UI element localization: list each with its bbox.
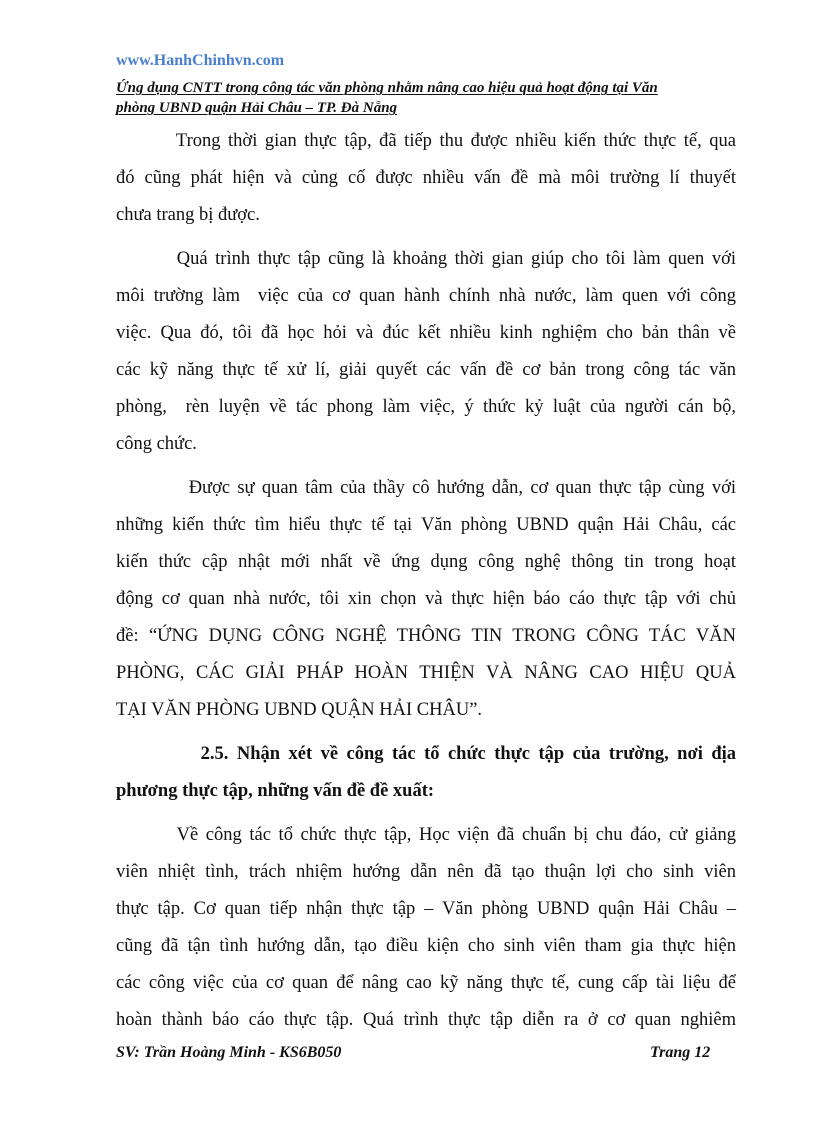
text-line: cũng đã tận tình hướng dẫn, tạo điều kiện cho sinh viên tham gia thực hiện bbox=[116, 936, 736, 956]
text-line: đó cũng phát hiện và củng cố được nhiều vấn đề mà môi trường lí thuyết bbox=[116, 168, 736, 188]
text-line: động cơ quan nhà nước, tôi xin chọn và thực hiện báo cáo thực tập với chủ bbox=[116, 589, 736, 609]
text-line: hoàn thành báo cáo thực tập. Quá trình thực tập diễn ra ở cơ quan nghiêm bbox=[116, 1010, 736, 1030]
text-line: việc. Qua đó, tôi đã học hỏi và đúc kết nhiều kinh nghiệm cho bản thân về bbox=[116, 323, 736, 343]
text-line: kiến thức cập nhật mới nhất về ứng dụng công nghệ thông tin trong hoạt bbox=[116, 552, 736, 572]
footer-student: SV: Trần Hoàng Minh - KS6B050 bbox=[116, 1044, 342, 1061]
text-line: Quá trình thực tập cũng là khoảng thời gian giúp cho tôi làm quen với bbox=[116, 249, 736, 269]
text-line: đề: “ỨNG DỤNG CÔNG NGHỆ THÔNG TIN TRONG CÔNG TÁC VĂN bbox=[116, 626, 736, 646]
paragraph bbox=[116, 817, 736, 1039]
paragraph bbox=[116, 470, 736, 729]
text-line: viên nhiệt tình, trách nhiệm hướng dẫn nên đã tạo thuận lợi cho sinh viên bbox=[116, 862, 736, 882]
text-line: TẠI VĂN PHÒNG UBND QUẬN HẢI CHÂU”. bbox=[116, 700, 483, 720]
site-url[interactable]: www.HanhChinhvn.com bbox=[116, 52, 285, 69]
text-line: Được sự quan tâm của thầy cô hướng dẫn, cơ quan thực tập cùng với bbox=[116, 478, 736, 498]
document-header bbox=[116, 78, 756, 118]
text-line: Trong thời gian thực tập, đã tiếp thu được nhiều kiến thức thực tế, qua bbox=[116, 131, 736, 151]
text-line: Về công tác tổ chức thực tập, Học viện đã chuẩn bị chu đáo, cử giảng bbox=[116, 825, 736, 845]
text-line: thực tập. Cơ quan tiếp nhận thực tập – Văn phòng UBND quận Hải Châu – bbox=[116, 899, 736, 919]
text-line: các kỹ năng thực tế xử lí, giải quyết các vấn đề cơ bản trong công tác văn bbox=[116, 360, 736, 380]
text-line: công chức. bbox=[116, 434, 197, 454]
heading-line: 2.5. Nhận xét về công tác tổ chức thực tập của trường, nơi địa bbox=[116, 744, 736, 764]
footer-page-number: Trang 12 bbox=[650, 1044, 711, 1061]
text-line: các công việc của cơ quan để nâng cao kỹ năng thực tế, cung cấp tài liệu để bbox=[116, 973, 736, 993]
paragraph bbox=[116, 241, 736, 463]
document-body bbox=[116, 123, 736, 1039]
header-title-line: phòng UBND quận Hải Châu – TP. Đà Nẵng bbox=[116, 100, 398, 116]
text-line: PHÒNG, CÁC GIẢI PHÁP HOÀN THIỆN VÀ NÂNG CAO HIỆU QUẢ bbox=[116, 663, 736, 683]
section-heading bbox=[116, 736, 736, 810]
heading-line: phương thực tập, những vấn đề đề xuất: bbox=[116, 781, 435, 801]
text-line: phòng, rèn luyện về tác phong làm việc, ý thức kỷ luật của người cán bộ, bbox=[116, 397, 736, 417]
text-line: môi trường làm việc của cơ quan hành chính nhà nước, làm quen với công bbox=[116, 286, 736, 306]
text-line: những kiến thức tìm hiểu thực tế tại Văn phòng UBND quận Hải Châu, các bbox=[116, 515, 736, 535]
text-line: chưa trang bị được. bbox=[116, 205, 260, 225]
paragraph bbox=[116, 123, 736, 234]
header-title-line: Ứng dụng CNTT trong công tác văn phòng nhằm nâng cao hiệu quả hoạt động tại Văn bbox=[116, 80, 658, 96]
